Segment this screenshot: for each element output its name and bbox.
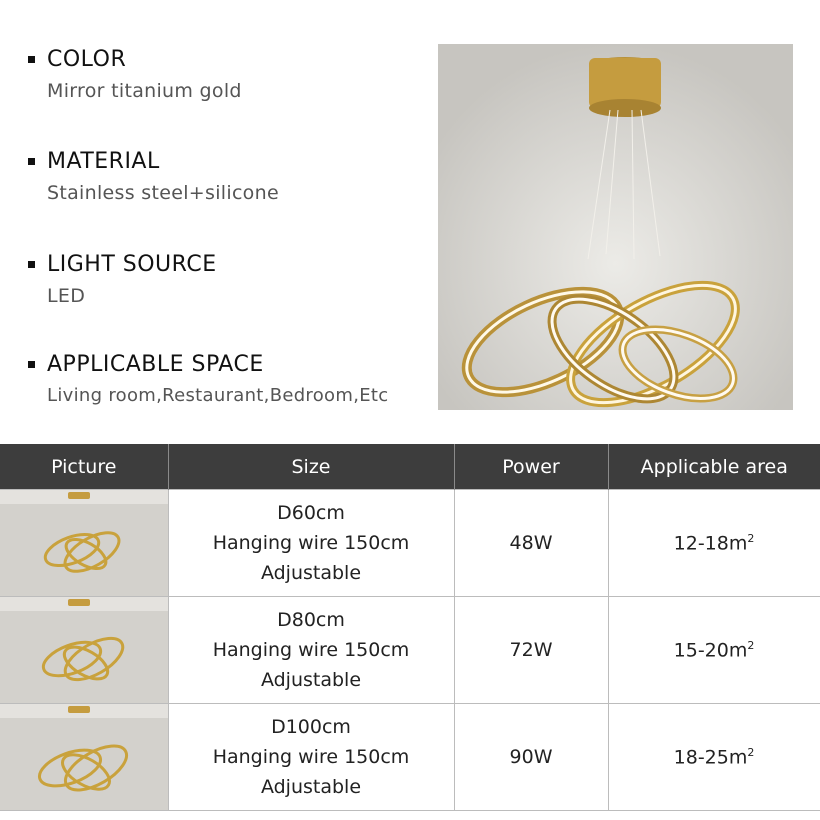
- size-adjustable: Adjustable: [260, 669, 362, 691]
- product-thumbnail: [0, 704, 168, 810]
- area-cell: [608, 704, 820, 811]
- spec-color: [28, 44, 242, 102]
- spec-title: MATERIAL: [47, 148, 160, 174]
- area-value: 12-18m: [673, 532, 748, 555]
- size-diameter: D60cm: [277, 502, 345, 524]
- header-power: Power: [454, 444, 608, 490]
- size-cell: [168, 704, 454, 811]
- product-thumbnail: [0, 490, 168, 596]
- area-unit-sup: 2: [747, 745, 755, 759]
- size-diameter: D80cm: [277, 609, 345, 631]
- size-wire: Hanging wire 150cm: [212, 639, 410, 661]
- table-header-row: [0, 444, 820, 490]
- power-cell: 72W: [454, 597, 608, 704]
- spec-applicable-space: [28, 349, 388, 406]
- spec-title: APPLICABLE SPACE: [47, 351, 264, 377]
- area-value: 15-20m: [673, 639, 748, 662]
- area-cell: [608, 597, 820, 704]
- size-cell: [168, 490, 454, 597]
- header-applicable-area: Applicable area: [608, 444, 820, 490]
- area-unit-sup: 2: [747, 531, 755, 545]
- spec-title: LIGHT SOURCE: [47, 251, 217, 277]
- power-cell: 90W: [454, 704, 608, 811]
- area-cell: [608, 490, 820, 597]
- product-photo: [438, 44, 793, 410]
- bullet-icon: [28, 158, 35, 165]
- picture-cell: [0, 597, 168, 704]
- spec-value: LED: [47, 285, 86, 307]
- area-value: 18-25m: [673, 746, 748, 769]
- header-size: Size: [168, 444, 454, 490]
- area-unit-sup: 2: [747, 638, 755, 652]
- product-thumbnail: [0, 597, 168, 703]
- bullet-icon: [28, 361, 35, 368]
- bullet-icon: [28, 261, 35, 268]
- chandelier-illustration: [438, 44, 793, 410]
- size-adjustable: Adjustable: [260, 776, 362, 798]
- picture-cell: [0, 704, 168, 811]
- spec-material: [28, 146, 279, 204]
- size-adjustable: Adjustable: [260, 562, 362, 584]
- table-row: [0, 704, 820, 811]
- header-picture: Picture: [0, 444, 168, 490]
- size-cell: [168, 597, 454, 704]
- bullet-icon: [28, 56, 35, 63]
- table-row: [0, 490, 820, 597]
- size-diameter: D100cm: [271, 716, 351, 738]
- size-wire: Hanging wire 150cm: [212, 532, 410, 554]
- picture-cell: [0, 490, 168, 597]
- table-row: [0, 597, 820, 704]
- spec-value: Living room,Restaurant,Bedroom,Etc: [47, 385, 389, 406]
- spec-value: Stainless steel+silicone: [47, 182, 279, 204]
- size-table: [0, 444, 820, 811]
- spec-value: Mirror titanium gold: [47, 80, 242, 102]
- power-cell: 48W: [454, 490, 608, 597]
- spec-title: COLOR: [47, 46, 127, 72]
- size-wire: Hanging wire 150cm: [212, 746, 410, 768]
- spec-light-source: [28, 249, 217, 307]
